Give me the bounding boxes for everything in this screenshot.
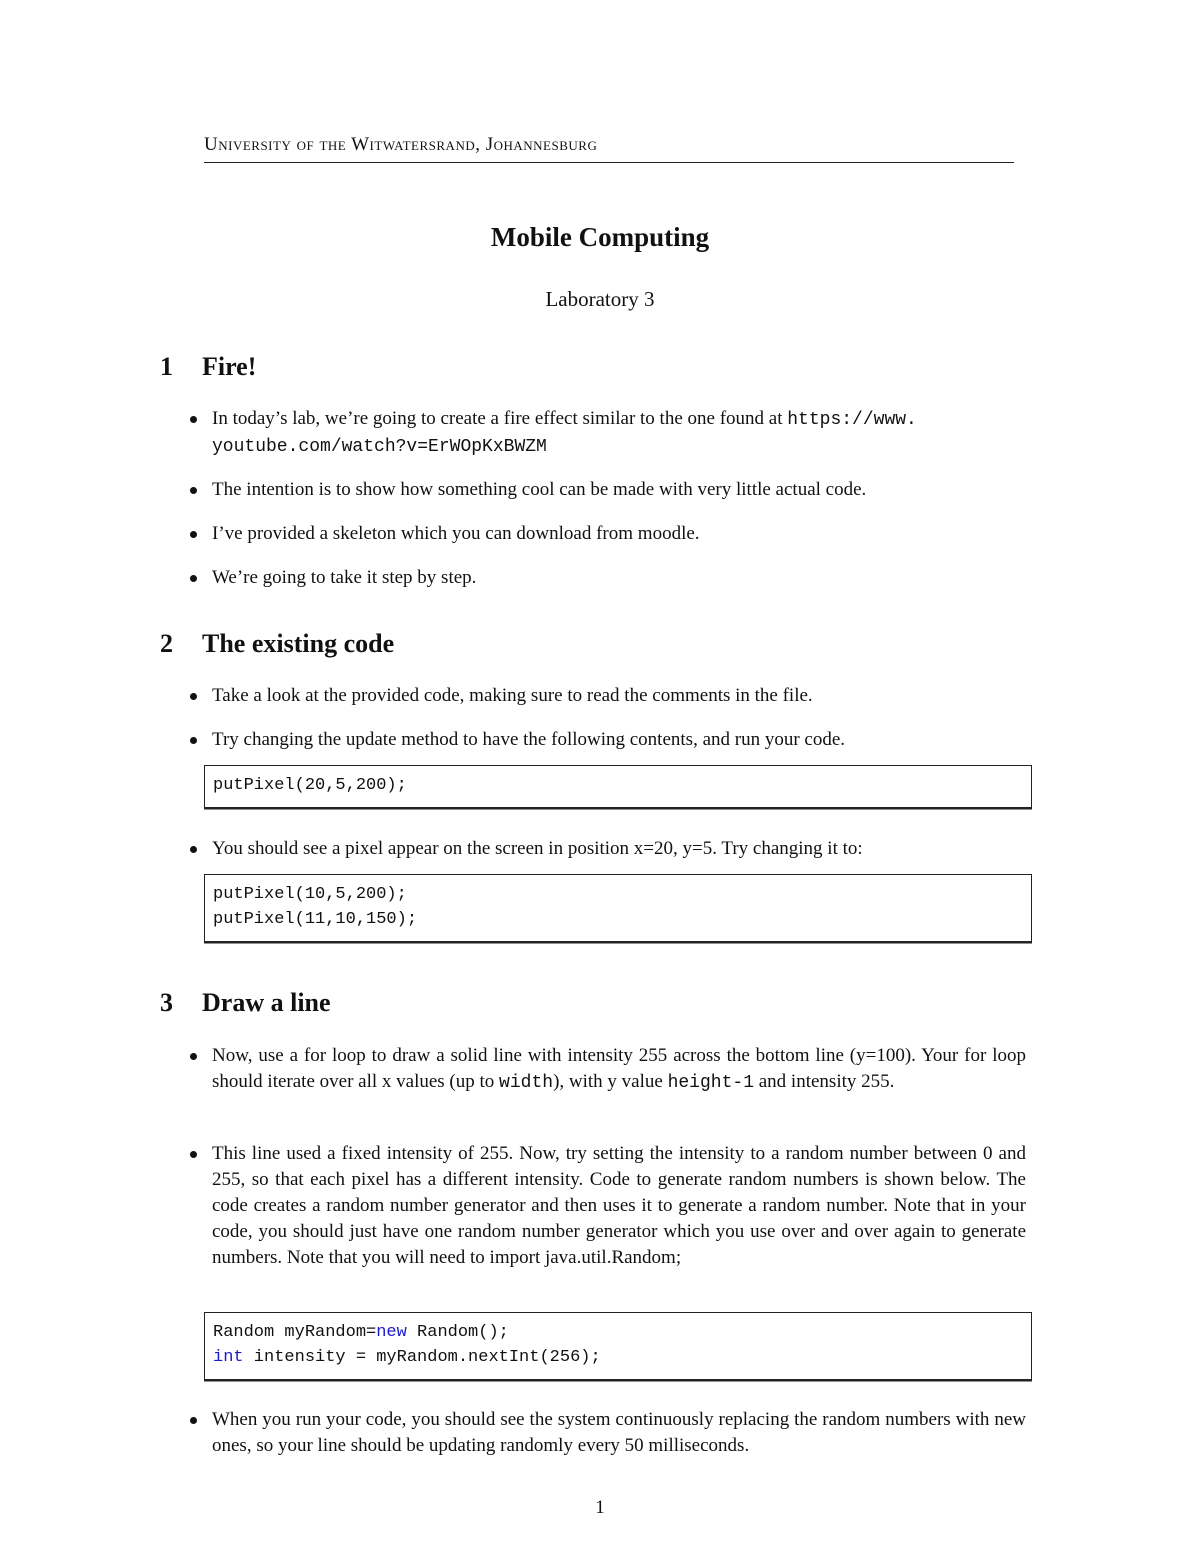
list-item: Try changing the update method to have the following contents, and run your code. [188,727,1026,753]
bullet-icon [190,693,197,700]
section-1-heading [160,352,256,382]
code-text: Random(); [406,1323,509,1342]
list-item: In today’s lab, we’re going to create a fire effect similar to the one found at https://www. youtube.com/watch?v=ErWOpKxBWZM [188,406,1026,460]
code-line: putPixel(20,5,200); [213,776,407,795]
document-title: Mobile Computing [490,222,710,252]
inline-code: https://www. [787,410,917,430]
list-item: We’re going to take it step by step. [188,565,1026,591]
bullet-icon [190,416,197,423]
list-item: Now, use a for loop to draw a solid line with intensity 255 across the bottom line (y=100). Your for loop should iterate over all x values (up to width), with y value height-1 and intensity 255. [188,1043,1026,1096]
code-text: Random myRandom= [213,1323,377,1342]
bullet-icon [190,487,197,494]
section-number: 1 [160,352,173,381]
inline-code: height-1 [667,1073,754,1093]
running-header: University of the Witwatersrand, Johannesburg [204,134,1014,163]
code-line: putPixel(10,5,200); [213,885,407,904]
bullet-icon [190,737,197,744]
list-item: The intention is to show how something cool can be made with very little actual code. [188,477,1026,503]
list-item: Take a look at the provided code, making sure to read the comments in the file. [188,683,1026,709]
bullet-icon [190,1053,197,1060]
code-block [204,874,1032,942]
document-subtitle: Laboratory 3 [545,287,655,311]
list-item: You should see a pixel appear on the screen in position x=20, y=5. Try changing it to: [188,836,1026,862]
bullet-icon [190,1417,197,1424]
code-block [204,765,1032,808]
section-title: Fire! [202,352,257,381]
section-number: 2 [160,629,173,658]
list-item: When you run your code, you should see the system continuously replacing the random numbers with new ones, so your line should be updating randomly every 50 milliseconds. [188,1407,1026,1459]
section-title: The existing code [202,629,395,658]
bullet-icon [190,575,197,582]
list-item: I’ve provided a skeleton which you can download from moodle. [188,521,1026,547]
section-3-heading [160,988,331,1018]
inline-code: width [499,1073,554,1093]
list-item: This line used a fixed intensity of 255. Now, try setting the intensity to a random number between 0 and 255, so that each pixel has a different intensity. Code to generate random numbers is shown below. The code creates a random number generator and then uses it to generate a random number. Note that in your code, you should just have one random number generator which you use over and over again to generate numbers. Note that you will need to import java.util.Random; [188,1141,1026,1271]
code-keyword: new [376,1323,407,1342]
page-number: 1 [595,1497,605,1518]
code-block [204,1312,1032,1380]
bullet-icon [190,846,197,853]
bullet-icon [190,1151,197,1158]
inline-code: youtube.com/watch?v=ErWOpKxBWZM [212,437,547,457]
code-text: intensity = myRandom.nextInt(256); [243,1348,601,1367]
section-number: 3 [160,988,173,1017]
code-line: putPixel(11,10,150); [213,910,418,929]
section-2-heading [160,629,394,659]
code-keyword: int [213,1348,244,1367]
section-title: Draw a line [202,988,331,1017]
bullet-icon [190,531,197,538]
